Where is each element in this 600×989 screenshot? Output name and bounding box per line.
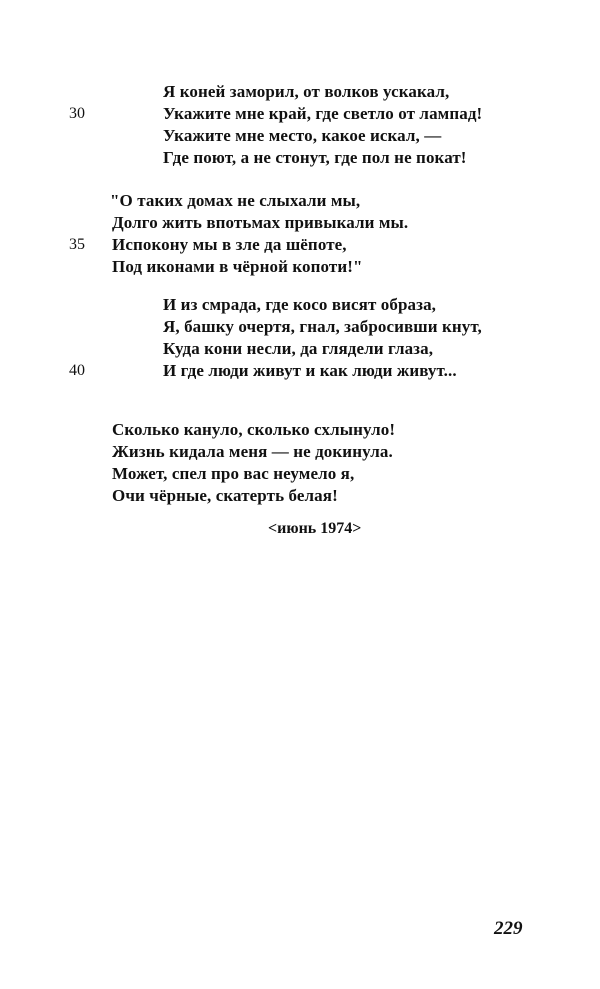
poem-line: И где люди живут и как люди живут...: [163, 361, 457, 380]
line-number: 30: [69, 105, 85, 122]
line-number: 35: [69, 236, 85, 253]
poem-date: <июнь 1974>: [268, 520, 362, 537]
poem-line: Укажите мне место, какое искал, —: [163, 126, 442, 145]
poem-line: Я коней заморил, от волков ускакал,: [163, 82, 450, 101]
poem-line: Где поют, а не стонут, где пол не покат!: [163, 148, 467, 167]
poem-line: Я, башку очертя, гнал, забросивши кнут,: [163, 317, 482, 336]
poem-line: Куда кони несли, да глядели глаза,: [163, 339, 434, 358]
poem-line: Сколько кануло, сколько схлынуло!: [112, 420, 396, 439]
poem-line: Очи чёрные, скатерть белая!: [112, 486, 338, 505]
poem-line: Укажите мне край, где светло от лампад!: [163, 104, 483, 123]
page-number: 229: [494, 918, 523, 939]
poem-line: Жизнь кидала меня — не докинула.: [112, 442, 393, 461]
poem-line: Испокону мы в зле да шёпоте,: [112, 235, 347, 254]
poem-line: Долго жить впотьмах привыкали мы.: [112, 213, 409, 232]
line-number: 40: [69, 362, 85, 379]
poem-line: И из смрада, где косо висят образа,: [163, 295, 437, 314]
poem-line: Под иконами в чёрной копоти!": [112, 257, 363, 276]
poem-line: "О таких домах не слыхали мы,: [110, 191, 361, 210]
poem-line: Может, спел про вас неумело я,: [112, 464, 355, 483]
